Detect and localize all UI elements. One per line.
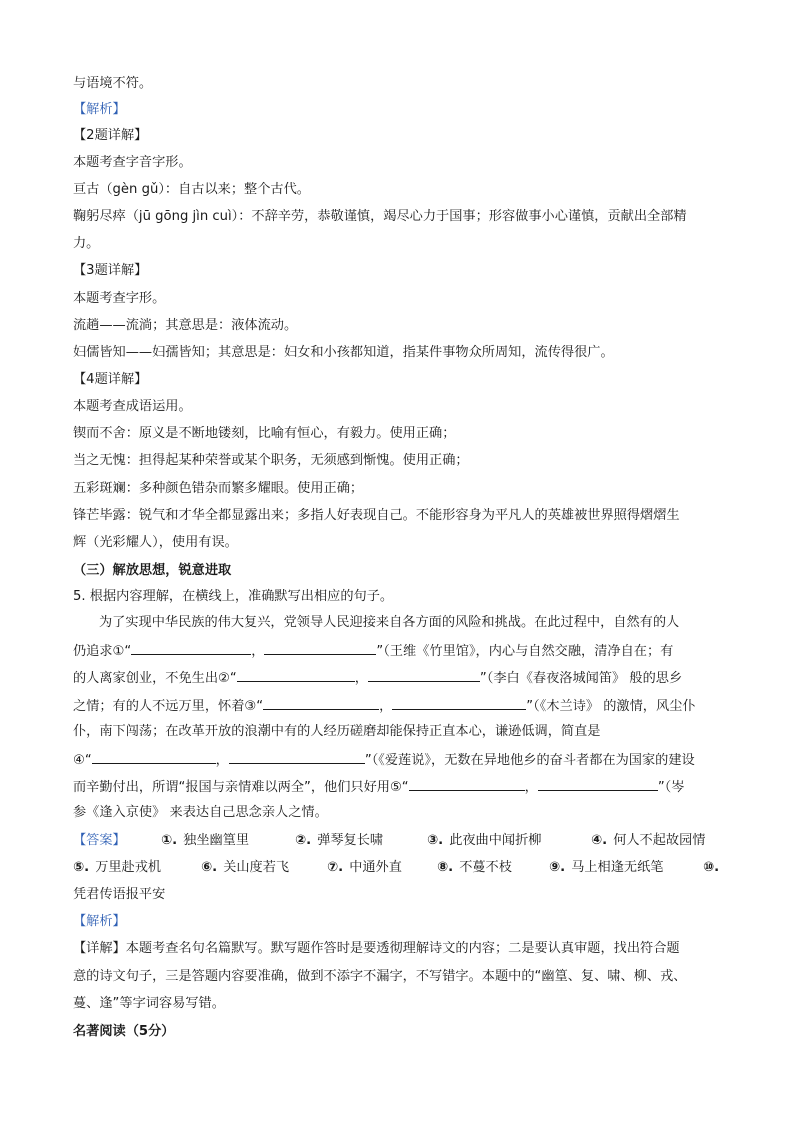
answer-item xyxy=(591,832,706,850)
answer-item xyxy=(161,832,249,850)
text-line: 鞠躬尽瘁（jū gōng jìn cuì）：不辞辛劳，恭敬谨慎，竭尽心力于国事；形容做事小心谨慎，贡献出全部精 xyxy=(73,209,687,224)
text-line: 流趟——流淌；其意思是：液体流动。 xyxy=(73,318,298,333)
analysis-label: 【解析】 xyxy=(73,914,126,929)
blank-2b[interactable] xyxy=(368,668,480,682)
text-line: 亘古（gèn gǔ）：自古以来；整个古代。 xyxy=(73,182,310,197)
passage-text: ”（《爱莲说》，无数在异地他乡的奋斗者都在为国家的建设 xyxy=(364,753,695,768)
answer-text: 不蔓不枝 xyxy=(459,860,512,875)
blank-5a[interactable] xyxy=(409,777,525,791)
blank-3a[interactable] xyxy=(263,696,379,710)
answer-text: 关山度若飞 xyxy=(223,860,290,875)
blank-3b[interactable] xyxy=(392,696,526,710)
analysis-label: 【解析】 xyxy=(73,102,126,117)
passage-text: 的人离家创业，不免生出②“ xyxy=(73,671,237,686)
answer-label: 【答案】 xyxy=(73,833,126,848)
blank-4b[interactable] xyxy=(229,750,365,764)
q2-detail-heading: 【2题详解】 xyxy=(73,128,148,143)
answer-text: 马上相逢无纸笔 xyxy=(571,860,664,875)
answer-number: ⑦. xyxy=(327,860,344,875)
passage-text: ， xyxy=(354,671,368,686)
answer-number: ⑤. xyxy=(73,860,90,875)
section-heading: 名著阅读（5分） xyxy=(73,1024,175,1039)
answer-item xyxy=(427,832,542,850)
detail-line: 蔓、逢”等字词容易写错。 xyxy=(73,996,225,1011)
passage-line: 仆，南下闯荡；在改革开放的浪潮中有的人经历磋磨却能保持正直本心，谦逊低调，简直是 xyxy=(73,724,601,739)
q3-detail-heading: 【3题详解】 xyxy=(73,263,148,278)
passage-text: ”（李白《春夜洛城闻笛》 般的思乡 xyxy=(479,671,683,686)
answer-text: 中通外直 xyxy=(349,860,402,875)
passage-text: 仍追求①“ xyxy=(73,644,132,659)
answer-row-2 xyxy=(73,859,733,877)
answer-item xyxy=(201,859,289,877)
answer-number: ①. xyxy=(161,833,178,848)
answer-item xyxy=(549,859,664,877)
text-line: 力。 xyxy=(73,236,100,251)
blank-1a[interactable] xyxy=(131,641,251,655)
text-line: 妇儒皆知——妇孺皆知；其意思是：妇女和小孩都知道，指某件事物众所周知，流传得很广。 xyxy=(73,345,614,360)
passage-text: ”（《木兰诗》 的激情，风尘仆 xyxy=(526,699,696,714)
answer-number: ⑨. xyxy=(549,860,566,875)
answer-text: 此夜曲中闻折柳 xyxy=(449,833,542,848)
passage-line xyxy=(73,777,684,797)
answer-number: ④. xyxy=(591,833,608,848)
passage-text: ， xyxy=(215,753,229,768)
text-line: 本题考查字形。 xyxy=(73,291,166,306)
detail-line: 意的诗文句子，三是答题内容要准确，做到不添字不漏字，不写错字。本题中的“幽篁、复、啸、柳、戎、 xyxy=(73,969,687,984)
passage-text: ， xyxy=(379,699,393,714)
q4-detail-heading: 【4题详解】 xyxy=(73,372,148,387)
text-line: 锲而不舍：原义是不断地镂刻，比喻有恒心，有毅力。使用正确； xyxy=(73,426,456,441)
answer-number: ⑧. xyxy=(437,860,454,875)
text-line: 锋芒毕露：锐气和才华全都显露出来；多指人好表现自己。不能形容身为平凡人的英雄被世界照得熠熠生 xyxy=(73,508,680,523)
passage-line xyxy=(73,696,696,716)
detail-line xyxy=(73,940,680,958)
passage-line xyxy=(73,668,682,688)
passage-line: 参《逢入京使》 来表达自己思念亲人之情。 xyxy=(73,805,328,820)
passage-text: ”（岑 xyxy=(657,780,685,795)
section-heading: （三）解放思想，锐意进取 xyxy=(73,563,232,578)
passage-line: 为了实现中华民族的伟大复兴，党领导人民迎接来自各方面的风险和挑战。在此过程中，自然有的人 xyxy=(99,615,680,630)
passage-text: 而辛勤付出，所谓“报国与亲情难以两全”，他们只好用⑤“ xyxy=(73,780,409,795)
passage-text: 之情；有的人不远万里，怀着③“ xyxy=(73,699,264,714)
answer-text: 何人不起故园情 xyxy=(613,833,706,848)
answer-row-1 xyxy=(73,832,733,850)
answer-item xyxy=(327,859,402,877)
text-line: 辉（光彩耀人），使用有误。 xyxy=(73,535,238,550)
text-line: 本题考查字音字形。 xyxy=(73,155,192,170)
answer-item xyxy=(437,859,512,877)
answer-text: 弹琴复长啸 xyxy=(317,833,384,848)
answer-number: ③. xyxy=(427,833,444,848)
passage-text: ”（王维《竹里馆》，内心与自然交融，清净自在；有 xyxy=(376,644,674,659)
blank-4a[interactable] xyxy=(92,750,216,764)
blank-2a[interactable] xyxy=(237,668,355,682)
answer-item xyxy=(703,859,725,877)
answer-number: ⑥. xyxy=(201,860,218,875)
text-line: 本题考查成语运用。 xyxy=(73,399,192,414)
blank-1b[interactable] xyxy=(264,641,376,655)
question-5-prompt: 5. 根据内容理解，在横线上，准确默写出相应的句子。 xyxy=(73,589,394,604)
passage-line xyxy=(73,641,673,661)
passage-line xyxy=(73,750,695,770)
text-line: 与语境不符。 xyxy=(73,76,153,91)
detail-text: 本题考查名句名篇默写。默写题作答时是要透彻理解诗文的内容；二是要认真审题，找出符合题 xyxy=(125,941,680,956)
answer-item xyxy=(73,859,161,877)
passage-text: ④“ xyxy=(73,753,92,768)
text-line: 当之无愧：担得起某种荣誉或某个职务，无须感到惭愧。使用正确； xyxy=(73,453,469,468)
detail-label: 【详解】 xyxy=(73,941,126,956)
text-line: 五彩斑斓：多种颜色错杂而繁多耀眼。使用正确； xyxy=(73,481,364,496)
answer-text: 独坐幽篁里 xyxy=(183,833,250,848)
passage-text: ， xyxy=(524,780,538,795)
blank-5b[interactable] xyxy=(538,777,658,791)
answer-number: ②. xyxy=(295,833,312,848)
answer-item xyxy=(295,832,383,850)
passage-text: ， xyxy=(251,644,265,659)
answer-continuation: 凭君传语报平安 xyxy=(73,887,166,902)
answer-text: 万里赴戎机 xyxy=(95,860,162,875)
answer-number: ⑩. xyxy=(703,860,720,875)
